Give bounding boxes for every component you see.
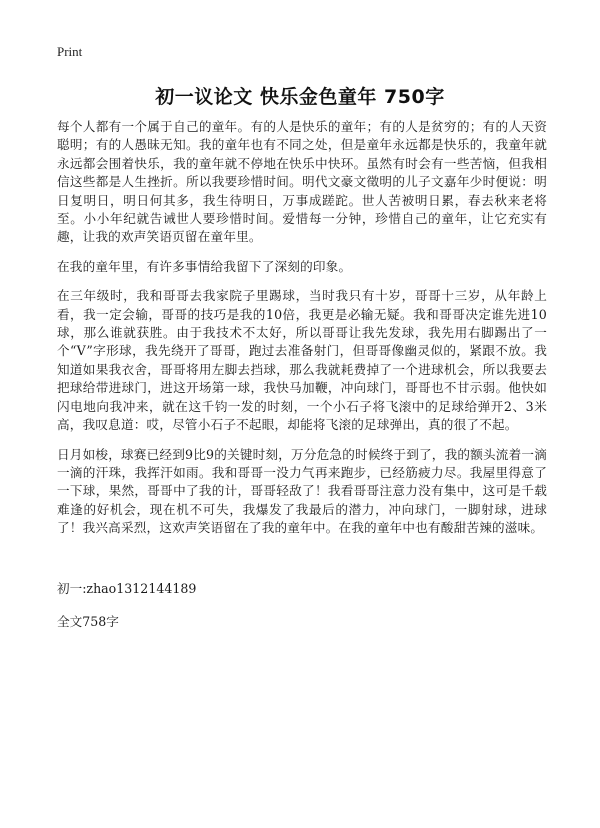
- print-link[interactable]: Print: [57, 44, 83, 59]
- word-count: 全文758字: [57, 614, 119, 629]
- article-title: 初一议论文 快乐金色童年 750字: [155, 86, 445, 108]
- article-paragraph: 每个人都有一个属于自己的童年。有的人是快乐的童年；有的人是贫穷的；有的人天资聪明；有的人愚昧无知。我的童年也有不同之处，但是童年永远都是快乐的，我童年就永远都会围着快乐，我的童年就不停地在快乐中快环。虽然有时会有一些苦恼，但我相信这些都是人生挫折。所以我要珍惜时间。明代文豪文徵明的儿子文嘉年少时便说：明日复明日，明日何其多，我生待明日，万事成蹉跎。世人苦被明日累，春去秋来老将至。小小年纪就告诫世人要珍惜时间。爱惜每一分钟，珍惜自己的童年，让它充实有趣，让我的欢声笑语页留在童年里。: [57, 119, 547, 245]
- article-paragraph: 在三年级时，我和哥哥去我家院子里踢球，当时我只有十岁，哥哥十三岁，从年龄上看，我一定会输，哥哥的技巧是我的10倍，我更是必输无疑。我和哥哥决定谁先进10球，那么谁就获胜。由于我技术不太好，所以哥哥让我先发球，我先用右脚踢出了一个“V”字形球，我先绕开了哥哥，跑过去准备射门，但哥哥像幽灵似的，紧跟不放。我知道如果我衣舍，哥哥将用左脚去挡球，那么我就耗费掉了一个进球机会，所以我要去把球给带进球门，进这开场第一球，我快马加鞭，冲向球门，哥哥也不甘示弱。他快如闪电地向我冲来，就在这千钧一发的时刻，一个小石子将飞滚中的足球给弹开2、3米高，我叹息道：哎，尽管小石子不起眼，却能将飞滚的足球弹出，真的很了不起。: [57, 288, 547, 433]
- article-paragraph: 日月如梭，球赛已经到9比9的关键时刻，万分危急的时候终于到了，我的额头流着一滴一滴的汗珠，我挥汗如雨。我和哥哥一没力气再来跑步，已经筋疲力尽。我屋里得意了一下球，果然，哥哥中了我的计，哥哥轻敌了！我看哥哥注意力没有集中，这可是千载难逢的好机会，现在机不可失，我爆发了我最后的潜力，冲向球门，一脚射球，进球了！我兴高采烈，这欢声笑语留在了我的童年中。在我的童年中也有酸甜苦辣的滋味。: [57, 446, 547, 536]
- article-body: [57, 118, 547, 549]
- article-paragraph: 在我的童年里，有许多事情给我留下了深刻的印象。: [57, 258, 352, 274]
- author-line: 初一:zhao1312144189: [57, 581, 197, 596]
